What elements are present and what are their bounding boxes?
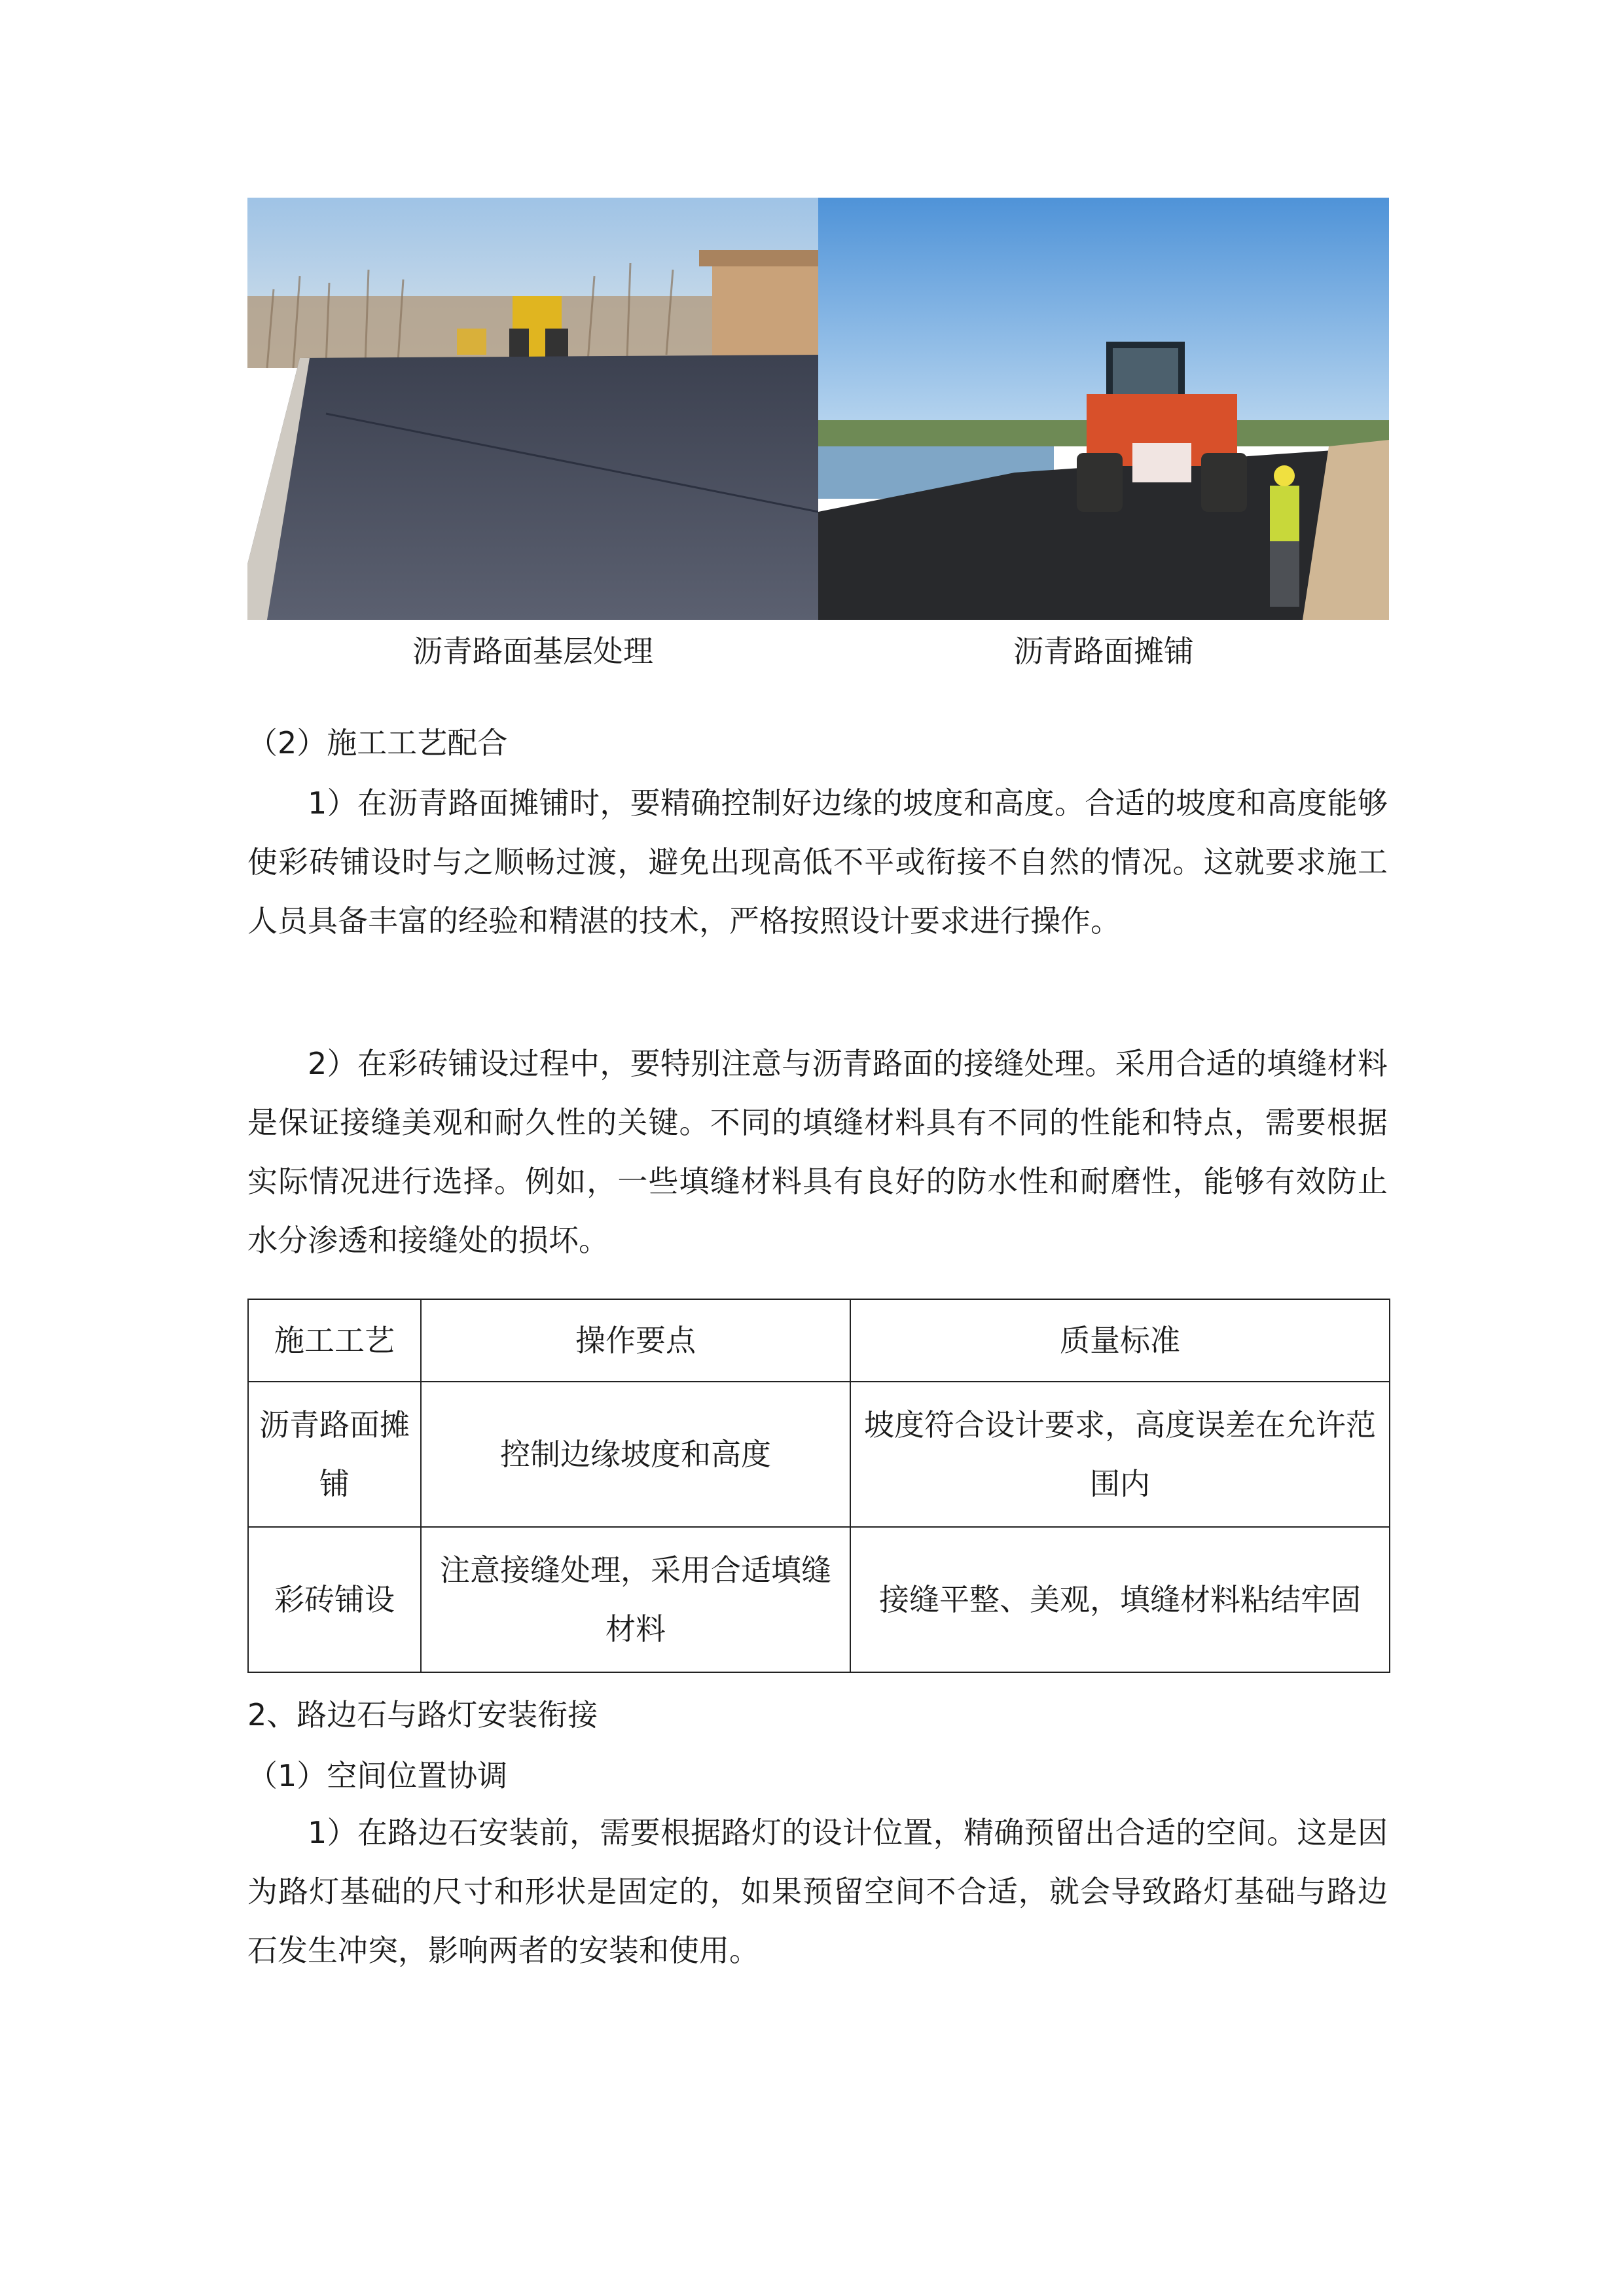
table-cell: 沥青路面摊铺 <box>248 1382 421 1527</box>
table-header-row <box>248 1299 1390 1382</box>
paragraph: 1）在沥青路面摊铺时，要精确控制好边缘的坡度和高度。合适的坡度和高度能够使彩砖铺设时与之顺畅过渡，避免出现高低不平或衔接不自然的情况。这就要求施工人员具备丰富的经验和精湛的技术，严格按照设计要求进行操作。 <box>247 785 1388 939</box>
table-row <box>248 1527 1390 1672</box>
table-cell: 彩砖铺设 <box>248 1527 421 1672</box>
table-header-cell: 操作要点 <box>421 1299 850 1382</box>
process-table <box>247 1299 1390 1673</box>
table-cell: 坡度符合设计要求，高度误差在允许范围内 <box>850 1382 1390 1527</box>
table-cell: 注意接缝处理，采用合适填缝材料 <box>421 1527 850 1672</box>
figure-caption: 沥青路面摊铺 <box>1013 634 1194 669</box>
section-heading: 2、路边石与路灯安装衔接 <box>247 1697 598 1732</box>
figure-caption: 沥青路面基层处理 <box>412 634 653 669</box>
photo-asphalt-paving <box>818 198 1389 620</box>
table-header-cell: 施工工艺 <box>248 1299 421 1382</box>
photo-asphalt-base-treatment <box>247 198 818 620</box>
table-header-cell: 质量标准 <box>850 1299 1390 1382</box>
sub-heading: （1）空间位置协调 <box>247 1758 508 1793</box>
section-heading: （2）施工工艺配合 <box>247 725 508 761</box>
paragraph: 2）在彩砖铺设过程中，要特别注意与沥青路面的接缝处理。采用合适的填缝材料是保证接缝美观和耐久性的关键。不同的填缝材料具有不同的性能和特点，需要根据实际情况进行选择。例如，一些填缝材料具有良好的防水性和耐磨性，能够有效防止水分渗透和接缝处的损坏。 <box>247 1046 1388 1258</box>
paragraph: 1）在路边石安装前，需要根据路灯的设计位置，精确预留出合适的空间。这是因为路灯基础的尺寸和形状是固定的，如果预留空间不合适，就会导致路灯基础与路边石发生冲突，影响两者的安装和使用。 <box>247 1815 1388 1968</box>
table-cell: 接缝平整、美观，填缝材料粘结牢固 <box>850 1527 1390 1672</box>
table-cell: 控制边缘坡度和高度 <box>421 1382 850 1527</box>
table-row <box>248 1382 1390 1527</box>
